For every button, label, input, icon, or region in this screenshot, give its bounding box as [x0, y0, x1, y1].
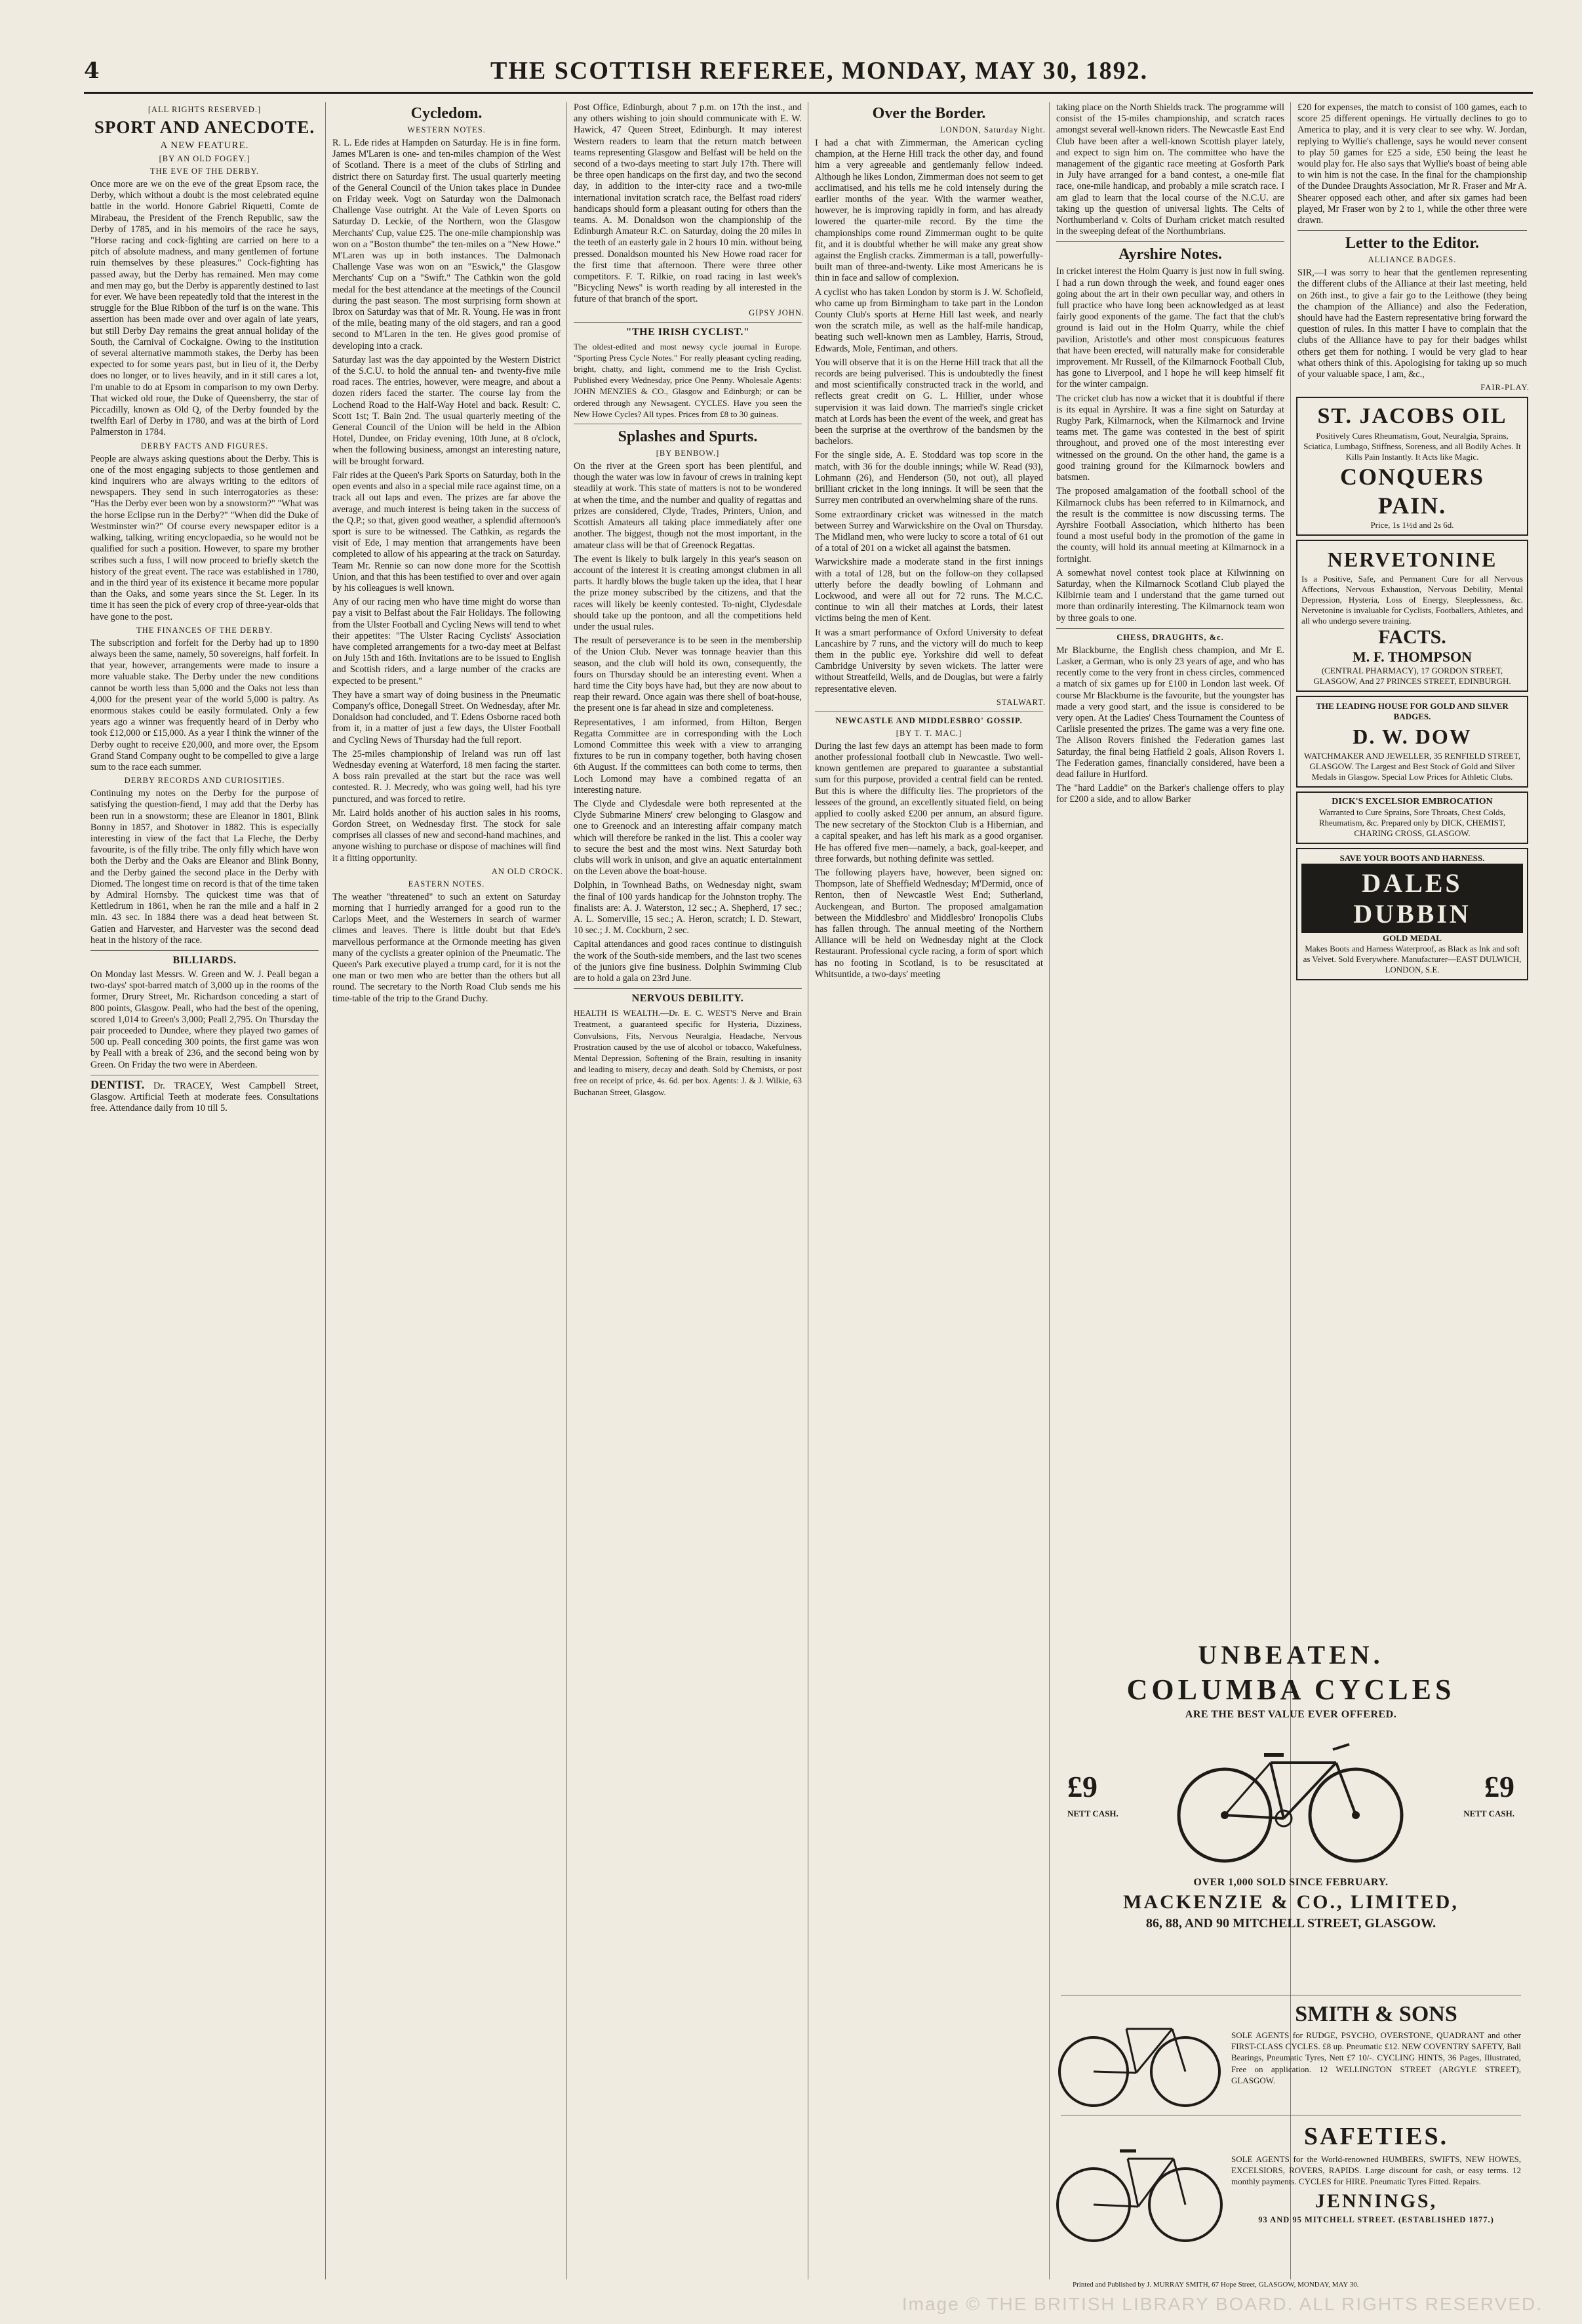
divider [574, 988, 802, 989]
nervetonine-ad [1296, 540, 1528, 692]
article-body: The Clyde and Clydesdale were both represented at the Clyde Submarine Miners' crew belonging to Glasgow and one to Greenock and an interesting affair company match which will therefore be ranked in the list. This a cooler way to secure the best and the most wins. Next Saturday both clubs will work in unison, and give an aquatic entertainment on the Leven above the boat-house. [574, 798, 802, 877]
article-body: £20 for expenses, the match to consist of 100 games, each to score 25 different openings. He virtually declines to go to America to play, and it is very clear to see why. W. Jordan, replying to Wyllie's challenge, says he would never consent to play 50 games for £25 a side, £50 being the least he would play for. He also says that Wyllie's boast of being able to win him is not the case. In the final for the championship of the Dundee Draughts Association, Mr R. Fraser and Mr A. Shearer opposed each other, and after six games had been played, Mr Fraser won by 2 to 1, while the other three were drawn. [1297, 102, 1527, 226]
bicycle-illustration-icon [1172, 1730, 1408, 1868]
signature: FAIR-PLAY. [1480, 383, 1530, 393]
article-body: Capital attendances and good races continue to distinguish the work of the South-side members, and the last two scenes of the juniors give fine business. Dolphin Swimming Club are to hold a gala on 23rd June. [574, 939, 802, 984]
section-heading: THE EVE OF THE DERBY. [149, 167, 260, 176]
bicycle-illustration-icon [1054, 1999, 1225, 2111]
article-body: During the last few days an attempt has been made to form another professional football club in Newcastle. Two well-known gentlemen are prepared to guarantee a substantial sum for this purpose, provided a central field can be rented. But this is where the difficulty lies. The proprietors of the lessees of the ground, an excellently situated field, on being applied to coolly asked £200 per annum, an absurd figure. The new secretary of the Stockton Club is a Hibernian, and a capital speaker, and has left his mark as a good organiser. He has offered five men—namely, a back, goal-keeper, and three forwards, but nothing definite was settled. [815, 740, 1043, 864]
article-body: Mr. Laird holds another of his auction sales in his rooms, Gordon Street, on Wednesday first. The stock for sale comprises all classes of new and second-hand machines, and anyone wishing to purchase or dispose of machines will find it a fitting opportunity. [332, 807, 561, 864]
ad-name: DALES DUBBIN [1301, 864, 1523, 933]
columns [84, 102, 1533, 2279]
smith-sons-text [1225, 1999, 1528, 2111]
article-body: Dolphin, in Townhead Baths, on Wednesday night, swam the final of 100 yards handicap for the Johnston trophy. The finalists are: A. J. Waterston, 12 sec.; A. Shepherd, 17 sec.; A. L. Somerville, 15 sec.; A. Heron, scratch; I. D. Stewart, 10 sec.; J. M. Cockburn, 2 sec. [574, 880, 802, 936]
letter-title: Letter to the Editor. [1345, 235, 1479, 252]
ad-name: D. W. DOW [1353, 725, 1472, 749]
article-body: The result of perseverance is to be seen in the membership of the Union Club. Never was tonnage heavier than this season, and the club will hold its own, consequently, the fours on Thursday should be an interesting event. When a hard time the City boys have had, but they are now about to reap their reward. Once again was there shell of boat-house, the present one is far ahead in size and completeness. [574, 635, 802, 714]
rights-notice: [ALL RIGHTS RESERVED.] [148, 105, 262, 114]
ad-address: 86, 88, AND 90 MITCHELL STREET, GLASGOW. [1145, 1916, 1436, 1931]
column-ads [1290, 102, 1533, 2279]
ad-sold: OVER 1,000 SOLD SINCE FEBRUARY. [1193, 1877, 1389, 1888]
ad-tagline: PAIN. [1377, 492, 1447, 519]
article-title: Splashes and Spurts. [618, 428, 758, 446]
section-heading: NEWCASTLE AND MIDDLESBRO' GOSSIP. [835, 715, 1023, 725]
bicycle-illustration-icon [1054, 2119, 1225, 2251]
section-heading: DERBY RECORDS AND CURIOSITIES. [124, 776, 285, 786]
article-body: A cyclist who has taken London by storm is J. W. Schofield, who came up from Birmingham to take part in the London County Club's sports at Herne Hill last week, and nearly won the scratch mile, as well as the half-mile handicap, beating such well-known men as Lambley, Harris, Stroud, Edwards, Mole, Fentiman, and others. [815, 287, 1043, 354]
column-sport-anecdote [84, 102, 325, 2279]
ad-title: NERVOUS DEBILITY. [631, 993, 744, 1005]
ad-price: Price, 1s 1½d and 2s 6d. [1370, 520, 1454, 531]
byline: [BY AN OLD FOGEY.] [159, 154, 250, 163]
column-cycledom [325, 102, 567, 2279]
article-body: The 25-miles championship of Ireland was run off last Wednesday evening at Waterford, 18 men facing the starter. A boss rain prevailed at the start but the race was well contested. R. J. Mecredy, who was going well, had his tyre punctured, and was forced to retire. [332, 748, 561, 805]
article-body: R. L. Ede rides at Hampden on Saturday. He is in fine form. James M'Laren is one- and ten-miles champion of the West of Scotland. There is a meet of the clubs of Stirling and district there on Saturday first. The usual quarterly meeting of the General Council of the Union takes place in Dundee on Friday week. Vogt on Saturday won the Dalmonach Challenge Vase outright. At the Vale of Leven Sports on Saturday D. Leckie, of the Northern, won the Glasgow Merchants' Cup, value £25. The one-mile championship was won on a "Boston thumbe" the ten-miles on a "New Howe." M'Laren was up in both instances. The Dalmonach Challenge Vase was won on an "Eswick," the Glasgow Merchants' Cup on a "Swift." The Cathkin won the gold medal for the best attendance at the meetings of the Council during the past season. The most surprising form shown at Ibrox on Saturday was that of Mr. R. Young. He was in front of the mile, beating many of the old stagers, and ran a good second to M'Laren in the ten. He gives good promise of developing into a crack. [332, 138, 561, 351]
divider [1056, 241, 1284, 242]
article-body: Continuing my notes on the Derby for the purpose of satisfying the question-fiend, I may add that the Derby has been run in a snowstorm; these are Eleanor in 1801, Blink Bonny in 1857, and Shotover in 1882. This is especially interesting in view of the fact that La Fleche, the Derby favourite, is of the filly tribe. The only filly which have won both the Derby and the Oaks are Eleanor and Blink Bonny, and the Derby gained the second place in the Derby with Diomed. The longest time on record is that of the time taken by Admiral Hornsby. The quickest time was that of Kettledrum in 1861, when he ran the mile and a half in 2 min. 43 sec. In 1884 there was a dead heat between St. Gatien and Harvester, and Harvester was the second dead heat in the history of the race. [90, 788, 319, 946]
ad-body: SOLE AGENTS for the World-renowned HUMBERS, SWIFTS, NEW HOWES, EXCELSIORS, ROVERS, RAPIDS. Large discount for cash, or easy terms. 12 monthly payments. CYCLES for HIRE. Pneumatic Tyres Fitted. Repairs. [1231, 2154, 1521, 2187]
ad-badge: GOLD MEDAL [1383, 933, 1442, 944]
ad-subtitle: ARE THE BEST VALUE EVER OFFERED. [1185, 1709, 1397, 1720]
ad-heading: THE LEADING HOUSE FOR GOLD AND SILVER BADGES. [1316, 701, 1509, 722]
section-heading: BILLIARDS. [172, 955, 237, 966]
article-body: taking place on the North Shields track. The programme will consist of the 15-miles championship, and scratch races amongst several well-known riders. The Newcastle East End Club have been after a well-known Scottish player lately, and expect to sign him on. The committee who have the management of the gigantic race meeting at Gosforth Park in July have arranged for a band contest, a one-mile flat race, one-mile handicap, and probably a mile scratch race. I am glad to learn that the local course of the N.C.U. are taking up the question of universal lights. The Celts of Northumberland v. Colts of Durham cricket match resulted in the sweeping defeat of the Northumbrians. [1056, 102, 1284, 237]
ad-body: Positively Cures Rheumatism, Gout, Neuralgia, Sprains, Sciatica, Lumbago, Stiffness, Soreness, and all Bodily Aches. It Kills Pain Instantly. It Acts like Magic. [1303, 431, 1521, 462]
byline: [BY BENBOW.] [656, 449, 720, 458]
divider [574, 322, 802, 323]
ad-body: Warranted to Cure Sprains, Sore Throats, Chest Colds, Rheumatism, &c. Prepared only by DICK, CHEMIST, CHARING CROSS, GLASGOW. [1318, 807, 1506, 839]
page-number: 4 [84, 58, 100, 84]
divider [1056, 628, 1284, 629]
ad-name: DENTIST. [90, 1077, 145, 1091]
jennings-ad [1054, 2119, 1528, 2251]
ad-facts: FACTS. [1378, 626, 1446, 649]
bicycle-row [1054, 1723, 1528, 1874]
columba-cycles-ad [1054, 1637, 1528, 1934]
article-body: The following players have, however, been signed on: Thompson, late of Sheffield Wednesday; M'Dermid, once of Renton, then of Newcastle West End; Sutherland, Auckengean, and Burton. The proposed amalgamation between the Middlesbro' and Middlesbro' Ironopolis Clubs has fallen through. The annual meeting of the Northern Alliance will be held on Wednesday night at the Clock Restaurant. Professional cycle racing, a form of sport which has no footing in Scotland, is to be resuscitated at Whitsuntide, a two-days' meeting [815, 867, 1043, 980]
article-body: The subscription and forfeit for the Derby had up to 1890 always been the same, namely, 50 sovereigns, half forfeit. In that year, however, arrangements were made to insure a more valuable stake. The Derby under the new conditions cannot be worth less than 5,000 and the Oaks not less than 4,000 for the present year of the world 5,000 is paltry. As enormous stakes could be easily formulated. Only a few years ago a winner was frequently heard of in Derby who took £12,000 or £15,000. As a year I think the winner of the Derby ought to receive £20,000, and more over, the Epsom Grand Stand Company ought to be compelled to give a large sum to the race each summer. [90, 637, 319, 772]
article-title: SPORT AND ANECDOTE. [94, 117, 315, 137]
article-body: Saturday last was the day appointed by the Western District of the S.C.U. to hold the annual ten- and twenty-five mile road races. The entries, however, were meagre, and about a dozen riders faced the starter. The course lay from the Lochend Road to the Half-Way Hotel and back. Result: C. Scott 1st; T. Bain 2nd. The usual quarterly meeting of the General Council of the Union will be held in the Albion Hotel, Dundee, on Friday evening, 10th June, at 8 o'clock, when the following business, amongst an interesting nature, will be brought forward. [332, 354, 561, 467]
masthead [84, 55, 1533, 94]
article-body: The "hard Laddie" on the Barker's challenge offers to play for £200 a side, and to allow Barker [1056, 783, 1284, 805]
divider [1297, 230, 1527, 231]
imprint-footer: Printed and Published by J. MURRAY SMITH, 67 Hope Street, GLASGOW, MONDAY, MAY 30. [1073, 2281, 1359, 2289]
ad-body: WATCHMAKER AND JEWELLER, 35 RENFIELD STREET, GLASGOW. The Largest and Best Stock of Gold and Silver Medals in Glasgow. Special Low Prices for Athletic Clubs. [1303, 751, 1521, 782]
divider [815, 711, 1043, 712]
article-title: Ayrshire Notes. [1118, 246, 1222, 264]
article-body: Some extraordinary cricket was witnessed in the match between Surrey and Warwickshire on the Oval on Thursday. The Midland men, who were lucky to score a total of 61 out of a total of 201 on a wicket all against the batsmen. [815, 509, 1043, 554]
article-body: Mr Blackburne, the English chess champion, and Mr E. Lasker, a German, who is only 23 years of age, and who has recently come to the very front in chess circles, commenced a match of six games up for £100 in London last week. Of course Mr Blackburne is the favourite, but the youngster has made a very good start, and the issue is considered to be very open. At the Ladies' Chess Tournament the Countess of Carlisle presented the prizes. The game was a very fine one. The Alison Rovers finished the Federation games last Saturday, the final being Hatfield 2 goals, Alison Rovers 1. The Federation games, financially considered, have been a dead failure in Hurlford. [1056, 645, 1284, 780]
dow-badges-ad [1296, 696, 1528, 788]
ad-body: Is a Positive, Safe, and Permanent Cure for all Nervous Affections, Nervous Exhaustion, Nervous Debility, Mental Depression, Hysteria, Loss of Energy, Sleeplessness, &c. Nervetonine is invaluable for Cyclists, Footballers, Athletes, and all who undergo severe training. [1301, 574, 1523, 626]
dicks-embrocation-ad [1296, 791, 1528, 844]
newspaper-page [24, 25, 1558, 2287]
article-body: People are always asking questions about the Derby. This is one of the most engaging subjects to those gentlemen and kind inquirers who are always writing to the editors of newspapers. They send in such interrogatories as these: "Has the Derby ever been won by a snowstorm?" "What was the horse Eclipse run in the Derby?" "When did the Duke of Westminster win?" Of course every newspaper editor is a walking, talking, writing encyclopaedia, so he would not be qualified for such a position. However, to spare my brother scribes such a fuss, I will now proceed to briefly sketch the history of the great event. The race was established in 1780, and in the third year of its existence it became more popular than the Oaks, and some years since the St. Leger. In its time it has seen the pick of every crop of three-year-olds that have gone to the post. [90, 453, 319, 622]
section-heading: WESTERN NOTES. [407, 125, 486, 134]
article-body: The weather "threatened" to such an extent on Saturday morning that I hurriedly arranged for a good run to the Carlops Meet, and the Westerners in search of warmer climes and leaves. There is little doubt but that Ede's marvellous performance at the Ormonde meeting has given many of the cyclists a greater opinion of the Pneumatic. The Queen's Park executive played a trump card, for it is not the one man or two men who are better than the others but all round. The secretary to the North Road Club sends me his time-table of the trip to the Grand Duchy. [332, 891, 561, 1004]
price-right: £9 [1484, 1770, 1514, 1803]
ad-title: UNBEATEN. [1198, 1640, 1384, 1670]
article-body: It was a smart performance of Oxford University to defeat Lancashire by 7 runs, and the victory will do much to keep them in the public eye. Yorkshire did well to defeat Cambridge University by seven wickets. The latter were without Streatfeild, Wells, and de Douglas, but were a fairly representative eleven. [815, 627, 1043, 694]
ad-firm: JENNINGS, [1315, 2190, 1438, 2212]
ad-body: HEALTH IS WEALTH.—Dr. E. C. WEST'S Nerve and Brain Treatment, a guaranteed specific for Hysteria, Dizziness, Convulsions, Fits, Nervous Neuralgia, Headache, Nervous Prostration caused by the use of alcohol or tobacco, Wakefulness, Mental Depression, Softening of the Brain, resulting in insanity and leading to misery, decay and death. Sold by Chemists, or post free on receipt of price, 4s. 6d. per box. Agents: J. & J. Wilkie, 63 Buchanan Street, Glasgow. [574, 1008, 802, 1097]
article-body: The cricket club has now a wicket that it is doubtful if there is its equal in Ayrshire. It was a fine sight on Saturday at Rugby Park, Kilmarnock, when the Kilmarnock and Irvine teams met. The game was contested in the best of spirit throughout, and proved one of the most interesting ever witnessed on the ground. On the other hand, the game is a good training ground for the Kilmarnock bowlers and batsmen. [1056, 393, 1284, 483]
price-left: £9 [1067, 1770, 1098, 1803]
signature: AN OLD CROCK. [491, 866, 563, 876]
article-body: Once more are we on the eve of the great Epsom race, the Derby, which without a doubt is the most celebrated equine battle in the world. Honore Gabriel Riquetti, Comte de Mirabeau, the President of the French Republic, saw the Derby of 1785, and in his memoirs of the race he says, "Horse racing and cock-fighting are carried on here to a pitch of absolute madness, and many gentlemen of fortune ruin themselves by these pleasures." Cock-fighting has passed away, but the Derby has remained. Men may come and men may go, but the Derby is apparently destined to last for ever. We have been repeatedly told that the interest in the struggle for the Blue Ribbon of the turf is on the wane. This assertion has been made over and over again of late years, but still Derby Day remains the great annual holiday of the South, the Carnival of Cockaigne. Owing to the institution of several alternative mammoth stakes, the Derby has been expected to for some years past, but in lieu of it, the Derby does no longer, or to lives heavily, and in it still cares a lot, I'm unable to do at Epsom in comparison to my own Derby. That wicked old roue, the Duke of Queensberry, the star of Piccadilly, known as Old Q, of the Derby founded by the twelfth Earl of Derby in 1780, and was at the birth of Lord Palmerston in 1784. [90, 179, 319, 438]
article-body: On Monday last Messrs. W. Green and W. J. Peall began a two-days' spot-barred match of 3,000 up in the rooms of the former, Drury Street, Mr. Richardson conceding a start of 800 points, Glasgow. Peall, who had the best of the opening, scored 1,014 to Green's 3,000; Peall 2,795. On Thursday the pair proceeded to Dundee, where they played two games of 500 up. Peall conceding 300 points, the first game was won by Peall with a break of 236, and the second being won by Green. On Friday the two were in Aberdeen. [90, 969, 319, 1070]
ad-body: SOLE AGENTS for RUDGE, PSYCHO, OVERSTONE, QUADRANT and other FIRST-CLASS CYCLES. £8 up. Pneumatic £12. NEW COVENTRY SAFETY, Ball Bearings, Pneumatic Tyres, Nett £7 10/-. CYCLING HINTS, 36 Pages, Illustrated, Free on application. 12 WELLINGTON STREET (ARGYLE STREET), GLASGOW. [1231, 2030, 1521, 2085]
divider [90, 950, 319, 951]
section-heading: EASTERN NOTES. [408, 879, 485, 889]
article-body: The event is likely to bulk largely in this year's season on account of the interest it is creating amongst clubmen in all parts. It hardly blows the bugle taken up the idea, that I hear the prize money subscribed by the citizens, and that the races will likely be keenly contested. To-night, Clydesdale should take up the pontoon, and all the competitions held under the usual rules. [574, 553, 802, 632]
article-body: Representatives, I am informed, from Hilton, Bergen Regatta Committee are in corresponding with the Loch Lomond Committee this week with a view to arranging fixtures to be run in company together, both having chosen 6th August. If the committees can both come to terms, then Loch Lomond may have a combined regatta of an interesting nature. [574, 717, 802, 795]
ad-text: Dr. TRACEY, West Campbell Street, Glasgow. Artificial Teeth at moderate fees. Consultations free. Attendance daily from 10 till 5. [90, 1080, 319, 1114]
byline: [BY T. T. MAC.] [896, 728, 962, 738]
article-body: In cricket interest the Holm Quarry is just now in full swing. I had a run down through the week, and found eager ones going about the art in their own peculiar way, and others in full practice who have long been acknowledged as at least fairly good exponents of the game. The fact that the club's ground is laid out in the Holm Quarry, while the chief pavilion, Aristotle's and other most conspicuous features that have been erected, will naturally make for considerable improvement. Mr Russell, of the Kilmarnock Football Club, has gone to Liverpool, and I hope he will keep himself fit for the winter campaign. [1056, 266, 1284, 390]
nett-cash-left: NETT CASH. [1067, 1809, 1118, 1818]
dentist-ad [84, 1079, 325, 1115]
article-body: Warwickshire made a moderate stand in the first innings with a total of 128, but on the follow-on they collapsed utterly before the deadly bowling of Lohmann and Lockwood, and were all out for 72 runs. The M.C.C. continue to win all their matches at Lords, their latest victims being the men of Kent. [815, 557, 1043, 624]
section-heading: THE FINANCES OF THE DERBY. [136, 625, 273, 635]
column-splashes [566, 102, 808, 2279]
article-body: You will observe that it is on the Herne Hill track that all the records are being pulverised. This is undoubtedly the finest and most scientifically constructed track in the world, and reflects great credit on G. L. Hillier, under whose supervision it was laid down. The married's single cricket match at Lords has been the event of the week, and great has been the surprise at the overthrow of the bandsmen by the bachelors. [815, 357, 1043, 447]
column-ayrshire [1049, 102, 1291, 2279]
ad-body: Makes Boots and Harness Waterproof, as Black as Ink and soft as Velvet. Sold Everywhere. Manufacturer—EAST DULWICH, LONDON, S.E. [1303, 944, 1522, 975]
ad-firm: MACKENZIE & CO., LIMITED, [1123, 1891, 1459, 1913]
article-body: Post Office, Edinburgh, about 7 p.m. on 17th the inst., and any others wishing to join should communicate with E. W. Hawick, 47 Queen Street, Edinburgh. It may interest Western readers to learn that the return match between teams representing Glasgow and Belfast will be held on the second of a two-days meeting to start July 17th. There will be three open handicaps on the first day, and two the second day, in addition to the inter-city race and a two-mile international invitation scratch race, the Belfast road riders' handicaps should form a pleasant outing for others than the teams. A. M. Donaldson won the championship of the Edinburgh Amateur R.C. on Saturday, doing the 20 miles in the teeth of an easterly gale in 2 hours 10 min. without being pressed. Donaldson mounted his New Howe road racer for the first time that afternoon. There were three other competitors. F. T. Rilkie, on road racing in last week's "Bicycling News" is worth reading by all interested in the future of that branch of the sport. [574, 102, 802, 305]
ad-seller: M. F. THOMPSON [1352, 649, 1473, 666]
ad-name: ST. JACOBS OIL [1317, 404, 1507, 429]
article-title: Over the Border. [872, 105, 986, 122]
newspaper-title: THE SCOTTISH REFEREE, MONDAY, MAY 30, 1892. [490, 57, 1149, 85]
letter-body: SIR,—I was sorry to hear that the gentlemen representing the different clubs of the Alliance at their last meeting, held on 26th inst., to give a fair go to the Leithowe (they being the champion of the Alliance) and also the Federation, should have had the Eastern representative bring forward the question of rules. In this matter I have to complain that the clubs of the Alliance have to pay for their badges whilst others get them for nothing. I would be very glad to hear what others think of this. Apologising for taking up so much of your valuable space, I am, &c., [1297, 268, 1527, 380]
signature: GIPSY JOHN. [749, 308, 804, 317]
watermark: Image © THE BRITISH LIBRARY BOARD. ALL RIGHTS RESERVED. [901, 2294, 1543, 2314]
ad-title: "THE IRISH CYCLIST." [625, 326, 750, 338]
smith-sons-ad [1054, 1999, 1528, 2111]
letter-subtitle: ALLIANCE BADGES. [1368, 255, 1457, 265]
article-title: Cycledom. [410, 105, 483, 122]
ad-body: The oldest-edited and most newsy cycle journal in Europe. "Sporting Press Cycle Notes." For really pleasant cycling reading, bright, chatty, and light, commend me to the Irish Cyclist. Published every Wednesday, price One Penny. Wholesale Agents: JOHN MENZIES & CO., Glasgow and Edinburgh; or can be ordered through any Newsagent. CYCLES. Have you seen the New Howe Cycles? All types. Prices from £8 to 30 guineas. [574, 341, 802, 419]
signature: STALWART. [996, 697, 1046, 707]
section-heading: CHESS, DRAUGHTS, &c. [1117, 632, 1224, 642]
article-body: On the river at the Green sport has been plentiful, and though the water was low in favour of crews in training kept steadily at work. This state of matters is not to be wondered at when the time, and the number and quality of regattas and prizes are considered, Clyde, Trades, Printers, Union, and Scottish Amateurs all taking place immediately after one another. The biggest, though not the most important, in the amateur class will be that of Greenock Regattas. [574, 461, 802, 551]
ad-name: DICK'S EXCELSIOR EMBROCATION [1332, 797, 1493, 807]
dateline: LONDON, Saturday Night. [939, 125, 1046, 134]
article-body: Any of our racing men who have time might do worse than pay a visit to Belfast about the Fair Holidays. The following from the Ulster Football and Cycling News will tend to whet their appetites: "The Ulster Racing Cyclists' Association have completed arrangements for a two-day meet at Belfast on July 15th and 16th. Invitations are to be issued to English and Scottish riders, and a large number of the cracks are expected to be present." [332, 597, 561, 687]
article-body: I had a chat with Zimmerman, the American cycling champion, at the Herne Hill track the other day, and found him a very agreeable and gentlemanly fellow indeed. Although he likes London, Zimmerman does not seem to get acclimatised, and his tells me he cold intensely during the earlier months of the year. With the warmer weather, however, he is improving rapidly in form, and has already lowered the quarter-mile record. By the time the championships come round Zimmerman ought to be quite fit, and it is doubtful whether he will make any great show against the English cracks. Zimmerman is a tall, powerfully-built man of three-and-twenty. Like most Americans he is thin in face and sallow of complexion. [815, 138, 1043, 284]
section-heading: DERBY FACTS AND FIGURES. [140, 441, 269, 451]
article-body: For the single side, A. E. Stoddard was top score in the match, with 36 for the double innings; while W. Read (93), Lohmann (26), and Henderson (50, not out), all played brilliant cricket in the long innings. It will be seen that the Surrey men contributed an overwhelming share of the runs. [815, 450, 1043, 506]
ad-name: SAFETIES. [1303, 2123, 1449, 2150]
jennings-text [1225, 2119, 1528, 2251]
column-over-border [808, 102, 1050, 2279]
dales-dubbin-ad [1296, 848, 1528, 980]
article-subtitle: A NEW FEATURE. [160, 140, 249, 151]
ad-name: SMITH & SONS [1295, 2002, 1457, 2026]
lower-cycle-ads [1054, 1991, 1528, 2251]
article-body: They have a smart way of doing business in the Pneumatic Company's office, Donegall Street. On Wednesday, after Mr. Donaldson had concluded, and T. Edens Osborne raced both from it, in a matter of just a few days, the Ulster Football and Cycling News of Thursday had the full report. [332, 689, 561, 746]
ad-title: COLUMBA CYCLES [1126, 1673, 1455, 1706]
nett-cash-right: NETT CASH. [1463, 1809, 1514, 1818]
ad-address: 93 AND 95 MITCHELL STREET. (ESTABLISHED 1877.) [1258, 2214, 1494, 2224]
st-jacobs-oil-ad [1296, 397, 1528, 536]
article-body: Fair rides at the Queen's Park Sports on Saturday, both in the open events and also in a special mile race against time, on a track all out laps and even. The prizes are far above the average, and much interest is being taken in the success of the Q.P.; so that, given good weather, a splendid afternoon's sport is sure to be witnessed. The Cathkin, as regards the visit of Ede, I may mention that arrangements have been completed to allow of his appearing at the track on Saturday. Team Mr. Rennie so can now done more for the Scottish Union, and that this has been testified to over and over again by his colleagues is well known. [332, 470, 561, 593]
article-body: A somewhat novel contest took place at Kilwinning on Saturday, when the Kilmarnock Scotland Club played the Kilbirnie team and I understand that the game turned out more than ordinarily interesting. The Kilmarnock team won by three goals to one. [1056, 567, 1284, 624]
article-body: The proposed amalgamation of the football school of the Kilmarnock clubs has been referred to in Kilmarnock, and the result is the committee is now discussing terms. The Ayrshire Football Association, which hitherto has been found a most useful body in the promotion of the game in the county, will hold its annual meeting at Kilmarnock in a fortnight. [1056, 486, 1284, 565]
ad-tagline: CONQUERS [1339, 464, 1485, 491]
ad-address: (CENTRAL PHARMACY), 17 GORDON STREET, GLASGOW, And 27 PRINCES STREET, EDINBURGH. [1313, 666, 1511, 687]
ad-heading: SAVE YOUR BOOTS AND HARNESS. [1339, 853, 1485, 864]
ad-name: NERVETONINE [1327, 548, 1497, 572]
